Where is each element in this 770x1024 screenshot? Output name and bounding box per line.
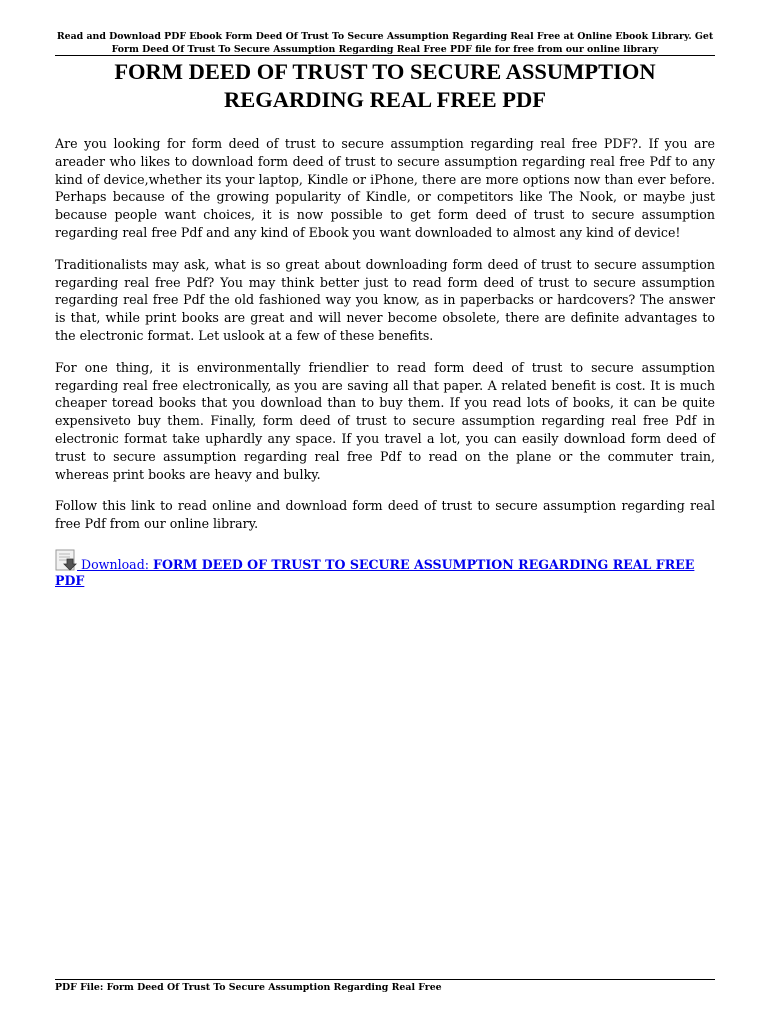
download-link[interactable] [55, 557, 694, 588]
header-divider [55, 55, 715, 56]
download-document-icon[interactable] [55, 549, 77, 571]
download-link-text[interactable]: FORM DEED OF TRUST TO SECURE ASSUMPTION REGARDING REAL FREE PDF [55, 556, 695, 588]
download-section [55, 549, 715, 589]
page-title: FORM DEED OF TRUST TO SECURE ASSUMPTION REGARDING REAL FREE PDF [114, 59, 656, 112]
document-page [55, 0, 715, 1024]
article-body [55, 135, 715, 589]
paragraph-intro: Are you looking for form deed of trust to secure assumption regarding real free PDF?. If you are areader who likes to download form deed of trust to secure assumption regarding real free Pdf to any kind of device,whether its your laptop, Kindle or iPhone, there are more options now than ever before. Perhaps because of the growing popularity of Kindle, or competitors like The Nook, or maybe just because people want choices, it is now possible to get form deed of trust to secure assumption regarding real free Pdf and any kind of Ebook you want downloaded to almost any kind of device! [55, 136, 715, 240]
paragraph-follow-link: Follow this link to read online and download form deed of trust to secure assumption regarding real free Pdf from our online library. [55, 498, 715, 532]
paragraph-traditionalists: Traditionalists may ask, what is so great about downloading form deed of trust to secure assumption regarding real free Pdf? You may think better just to read form deed of trust to secure assumption regarding real free Pdf the old fashioned way you know, as in paperbacks or hardcovers? The answer is that, while print books are great and will never become obsolete, there are definite advantages to the electronic format. Let uslook at a few of these benefits. [55, 256, 715, 343]
header-note: Read and Download PDF Ebook Form Deed Of Trust To Secure Assumption Regarding Real Free at Online Ebook Library. Get Form Deed Of Trust To Secure Assumption Regarding Real Free PDF file for free from our online library [56, 31, 714, 55]
footer-text: PDF File: Form Deed Of Trust To Secure Assumption Regarding Real Free [55, 982, 442, 993]
paragraph-benefits: For one thing, it is environmentally friendlier to read form deed of trust to secure assumption regarding real free electronically, as you are saving all that paper. A related benefit is cost. It is much cheaper toread books that you download than to buy them. If you read lots of books, it can be quite expensiveto buy them. Finally, form deed of trust to secure assumption regarding real free Pdf in electronic format take uphardly any space. If you travel a lot, you can easily download form deed of trust to secure assumption regarding real free Pdf to read on the plane or the commuter train, whereas print books are heavy and bulky. [55, 359, 715, 482]
footer-divider [55, 979, 715, 980]
download-prefix[interactable]: Download: [77, 556, 153, 572]
